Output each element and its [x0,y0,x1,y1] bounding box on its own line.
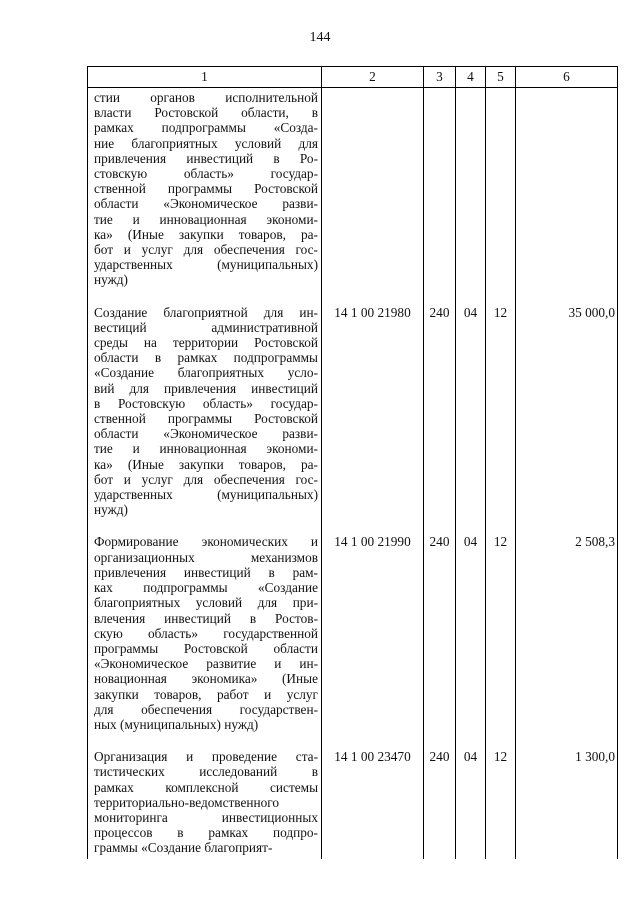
description-line: ственной программы Ростовской [94,411,318,427]
spacer-cell [424,735,456,747]
page-number: 144 [309,30,331,45]
expense-type: 240 [424,747,456,858]
target-code: 14 1 00 21980 [322,303,424,521]
header-row [88,67,618,88]
header-col-5: 5 [486,67,516,88]
description-line: территориально-ведомственного [94,794,280,810]
description-line: благоприятных условий для при- [94,595,318,611]
description-line: новационная экономика» (Иные [94,671,318,687]
target-code [322,88,424,291]
spacer-cell [486,735,516,747]
description-line: стовскую область» государ- [94,166,318,182]
row-spacer [88,520,618,532]
section: 04 [456,532,486,735]
description-line: области «Экономическое разви- [94,426,318,442]
subsection: 12 [486,303,516,521]
description-line: в Ростовскую область» государ- [94,395,318,411]
description-line: ственной программы Ростовской [94,181,318,197]
spacer-cell [516,291,618,303]
description-line: тистических исследований в [94,764,318,780]
header-col-6: 6 [516,67,618,88]
description-line: нужд) [94,502,128,518]
header-col-2: 2 [322,67,424,88]
subsection: 12 [486,532,516,735]
section: 04 [456,303,486,521]
spacer-cell [424,520,456,532]
description-line: стии органов исполнительной [94,90,318,105]
spacer-cell [486,291,516,303]
amount: 2 508,3 [516,532,618,735]
row-description [88,532,322,735]
description-line: бот и услуг для обеспечения гос- [94,242,318,258]
spacer-cell [424,291,456,303]
description-line: «Создание благоприятных усло- [94,365,318,381]
spacer-cell [456,520,486,532]
spacer-cell [322,520,424,532]
description-line: рамках комплексной системы [94,779,318,795]
description-line: программы Ростовской области [94,640,318,656]
description-line: скую область» государственной [94,625,318,641]
description-line: ние благоприятных условий для [94,135,318,151]
description-line: ных (муниципальных) нужд) [94,716,259,732]
description-line: граммы «Создание благоприят- [94,840,273,856]
description-line: области «Экономическое разви- [94,196,318,212]
description-line: рамках подпрограммы «Созда- [94,120,318,136]
description-line: ках подпрограммы «Создание [94,580,318,596]
header-col-3: 3 [424,67,456,88]
description-line: бот и услуг для обеспечения гос- [94,471,318,487]
description-line: Создание благоприятной для ин- [94,304,318,320]
description-line: организационных механизмов [94,549,318,565]
description-line: Формирование экономических и [94,534,318,550]
description-line: нужд) [94,272,128,288]
spacer-cell [516,520,618,532]
table-row [88,532,618,735]
description-line: ударственных (муниципальных) [94,257,318,273]
spacer-cell [88,520,322,532]
spacer-cell [322,735,424,747]
spacer-cell [456,291,486,303]
section [456,88,486,291]
target-code: 14 1 00 23470 [322,747,424,858]
description-line: вестиций административной [94,319,318,335]
row-description [88,88,322,291]
description-line: ка» (Иные закупки товаров, ра- [94,456,318,472]
row-spacer [88,291,618,303]
spacer-cell [88,735,322,747]
amount: 35 000,0 [516,303,618,521]
description-line: среды на территории Ростовской [94,335,318,351]
row-description [88,303,322,521]
budget-table [87,66,618,859]
expense-type: 240 [424,532,456,735]
description-line: привлечения инвестиций в рам- [94,564,318,580]
description-line: области в рамках подпрограммы [94,350,318,366]
description-line: для обеспечения государствен- [94,701,318,717]
description-line: закупки товаров, работ и услуг [94,686,318,702]
description-line: тие и инновационная экономи- [94,211,318,227]
header-col-1: 1 [88,67,322,88]
description-line: тие и инновационная экономи- [94,441,318,457]
description-line: вий для привлечения инвестиций [94,380,318,396]
spacer-cell [516,735,618,747]
section: 04 [456,747,486,858]
subsection [486,88,516,291]
amount: 1 300,0 [516,747,618,858]
table-row [88,747,618,858]
spacer-cell [456,735,486,747]
description-line: процессов в рамках подпро- [94,825,318,841]
subsection: 12 [486,747,516,858]
row-description [88,747,322,858]
description-line: привлечения инвестиций в Ро- [94,150,318,166]
expense-type [424,88,456,291]
description-line: «Экономическое развитие и ин- [94,656,318,672]
description-line: влечения инвестиций в Ростов- [94,610,318,626]
description-line: власти Ростовской области, в [94,105,318,121]
spacer-cell [322,291,424,303]
table-row [88,303,618,521]
table-row [88,88,618,291]
description-line: ка» (Иные закупки товаров, ра- [94,226,318,242]
description-line: мониторинга инвестиционных [94,809,318,825]
expense-type: 240 [424,303,456,521]
header-col-4: 4 [456,67,486,88]
description-line: ударственных (муниципальных) [94,487,318,503]
target-code: 14 1 00 21990 [322,532,424,735]
row-spacer [88,735,618,747]
spacer-cell [486,520,516,532]
description-line: Организация и проведение ста- [94,749,318,765]
amount [516,88,618,291]
spacer-cell [88,291,322,303]
